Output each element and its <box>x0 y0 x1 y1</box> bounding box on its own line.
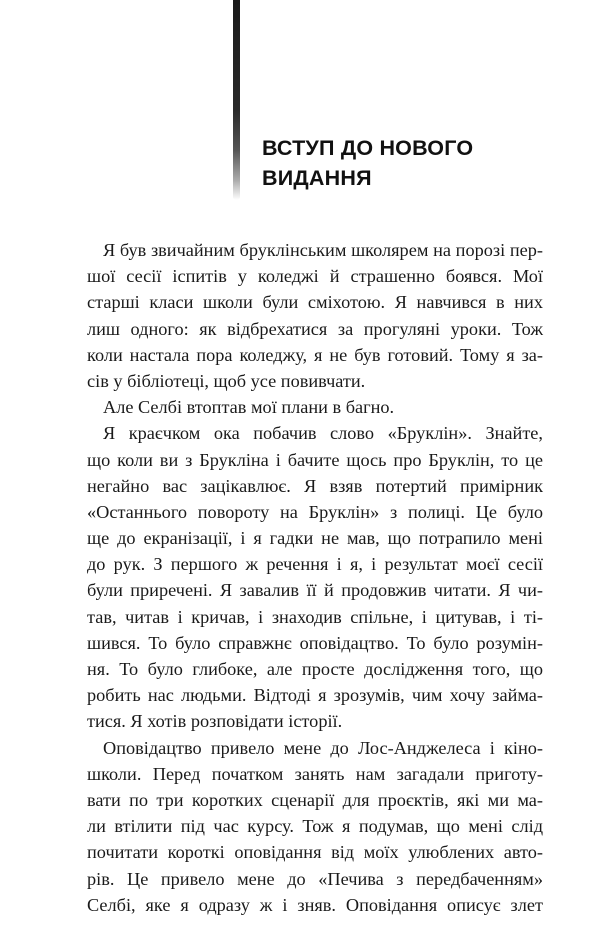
text-line: негайно вас зацікавлює. Я взяв потертий примірник <box>87 475 543 496</box>
text-line: Я краєчком ока побачив слово «Бруклін». Знайте, <box>103 423 543 444</box>
text-line: до рук. З першого ж речення і я, і результат моєї сесії <box>87 554 543 575</box>
heading-line-2: ВИДАННЯ <box>262 166 372 190</box>
text-line: шився. То було справжнє оповідацтво. То було розумін- <box>87 632 543 653</box>
text-line: робить нас людьми. Відтоді я зрозумів, чим хочу займа- <box>87 685 543 706</box>
text-line: школи. Перед початком занять нам загадали приготу- <box>87 763 543 784</box>
text-line: Але Селбі втоптав мої плани в багно. <box>103 397 395 418</box>
body-text <box>87 237 543 918</box>
text-line: ня. То було глибоке, але просте дослідження того, що <box>87 659 543 679</box>
text-line: були приречені. Я завалив її й продовжив читати. Я чи- <box>87 580 543 601</box>
text-line: Я був звичайним бруклінським школярем на порозі пер- <box>103 240 543 260</box>
text-line: «Останнього повороту на Бруклін» з полиці. Це було <box>87 501 543 522</box>
decorative-vertical-line <box>233 0 240 200</box>
text-line: вати по три коротких сценарії для проєктів, які ми ма- <box>87 789 543 810</box>
text-line: шої сесії іспитів у коледжі й страшенно боявся. Мої <box>87 266 543 287</box>
text-line: ли втілити під час курсу. Тож я подумав, що мені слід <box>87 816 543 837</box>
text-line: що коли ви з Брукліна і бачите щось про Бруклін, то це <box>87 449 543 470</box>
text-line: тися. Я хотів розповідати історії. <box>87 711 343 732</box>
text-line: рів. Це привело мене до «Печива з передбаченням» <box>87 868 543 889</box>
text-line: лиш одного: як відбрехатися за прогуляні уроки. Тож <box>87 318 543 339</box>
text-line: сів у бібліотеці, щоб усе повивчати. <box>87 370 366 391</box>
heading-line-1: ВСТУП ДО НОВОГО <box>262 136 474 160</box>
text-line: Оповідацтво привело мене до Лос-Анджелеса і кіно- <box>103 737 543 758</box>
text-line: почитати короткі оповідання від моїх улюблених авто- <box>87 842 543 863</box>
chapter-heading <box>262 133 562 193</box>
text-line: ще до екранізації, і я гадки не мав, що потрапило мені <box>87 528 543 549</box>
text-line: тав, читав і кричав, і знаходив спільне, і цитував, і ті- <box>87 606 543 627</box>
text-line: старші класи школи були сміхотою. Я навчився в них <box>87 292 543 313</box>
text-line: коли настала пора коледжу, я не був готовий. Тому я за- <box>87 344 543 365</box>
text-line: Селбі, яке я одразу ж і зняв. Оповідання описує злет <box>87 894 543 915</box>
